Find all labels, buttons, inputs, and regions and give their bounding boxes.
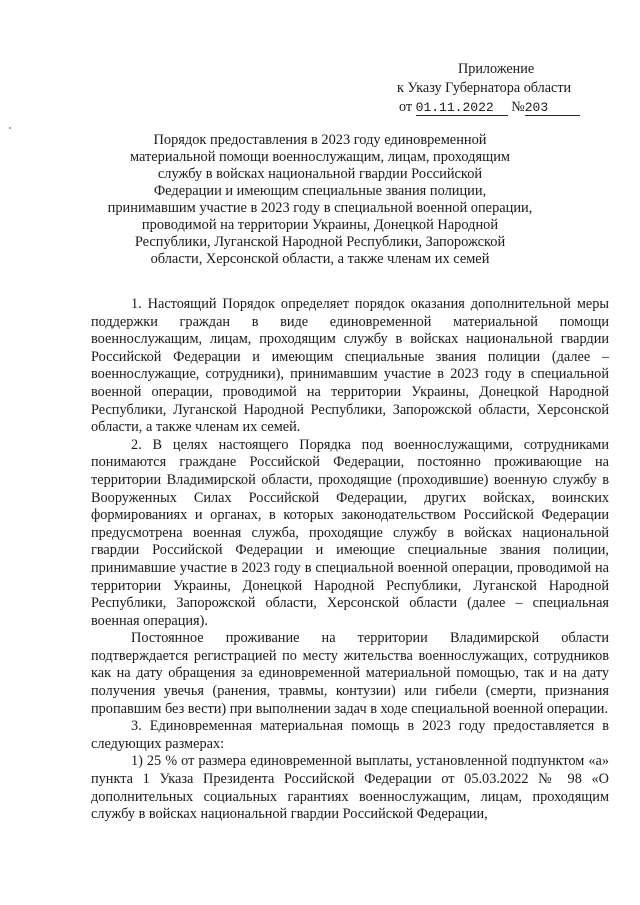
annex-label: Приложение (458, 61, 535, 77)
title-line: Республики, Луганской Народной Республики, Запорожской (134, 234, 506, 250)
title-line: Порядок предоставления в 2023 году единовременной (153, 132, 487, 148)
annex-decree-ref: к Указу Губернатора области (397, 80, 572, 96)
decree-date: 01.11.2022 (416, 100, 508, 116)
title-line: принимавшим участие в 2023 году в специальной военной операции, (107, 200, 533, 216)
document-body (91, 296, 609, 824)
paragraph-1: 1. Настоящий Порядок определяет порядок оказания дополнительной меры поддержки граждан в виде единовременной материальной помощи военнослужащим, лицам, проходящим службу в войсках национальной гвардии Российской Федерации и имеющим специальные звания полиции (далее – военнослужащие, сотрудники), принимавшим участие в 2023 году в специальной военной операции, проводимой на территории Украины, Донецкой Народной Республики, Луганской Народной Республики, Запорожской области, Херсонской области, а также членам их семей. (91, 296, 609, 436)
date-prefix: от (399, 99, 413, 115)
document-title (100, 132, 540, 268)
title-line: службу в войсках национальной гвардии Российской (157, 166, 483, 182)
paragraph-2: 2. В целях настоящего Порядка под военнослужащими, сотрудниками понимаются граждане Российской Федерации, постоянно проживающие на территории Владимирской области, проходящие (проходившие) военную службу в Вооруженных Силах Российской Федерации, других войсках, воинских формированиях и органах, в которых законодательством Российской Федерации предусмотрена военная служба, проходящие службу в войсках национальной гвардии Российской Федерации и имеющие специальные звания полиции, принимавшие участие в 2023 году в специальной военной операции, проводимой на территории Украины, Донецкой Народной Республики, Луганской Народной Республики, Запорожской области, Херсонской области (далее – специальная военная операция). (91, 436, 609, 629)
paragraph-2-residence: Постоянное проживание на территории Владимирской области подтверждается регистрацией по месту жительства военнослужащих, сотрудников как на дату обращения за единовременной материальной помощью, так и на дату получения увечья (ранения, травмы, контузии) или гибели (смерти, признания пропавшим без вести) при выполнении задач в ходе специальной военной операции. (91, 630, 609, 717)
title-line: области, Херсонской области, а также членам их семей (150, 251, 490, 267)
paragraph-3-item-1: 1) 25 % от размера единовременной выплаты, установленной подпунктом «а» пункта 1 Указа Президента Российской Федерации от 05.03.2022 № 98 «О дополнительных социальных гарантиях военнослужащим, лицам, проходящим службу в войсках национальной гвардии Российской Федерации, (91, 753, 609, 823)
title-line: материальной помощи военнослужащим, лицам, проходящим (129, 149, 510, 165)
title-line: проводимой на территории Украины, Донецкой Народной (141, 217, 499, 233)
annex-header (380, 60, 610, 117)
number-prefix: № (511, 99, 525, 115)
annex-date-line (380, 98, 610, 117)
decree-number: 203 (525, 100, 580, 116)
title-line: Федерации и имеющим специальные звания полиции, (153, 183, 487, 199)
scan-speck (9, 127, 11, 129)
paragraph-3: 3. Единовременная материальная помощь в 2023 году предоставляется в следующих размерах: (91, 718, 609, 752)
